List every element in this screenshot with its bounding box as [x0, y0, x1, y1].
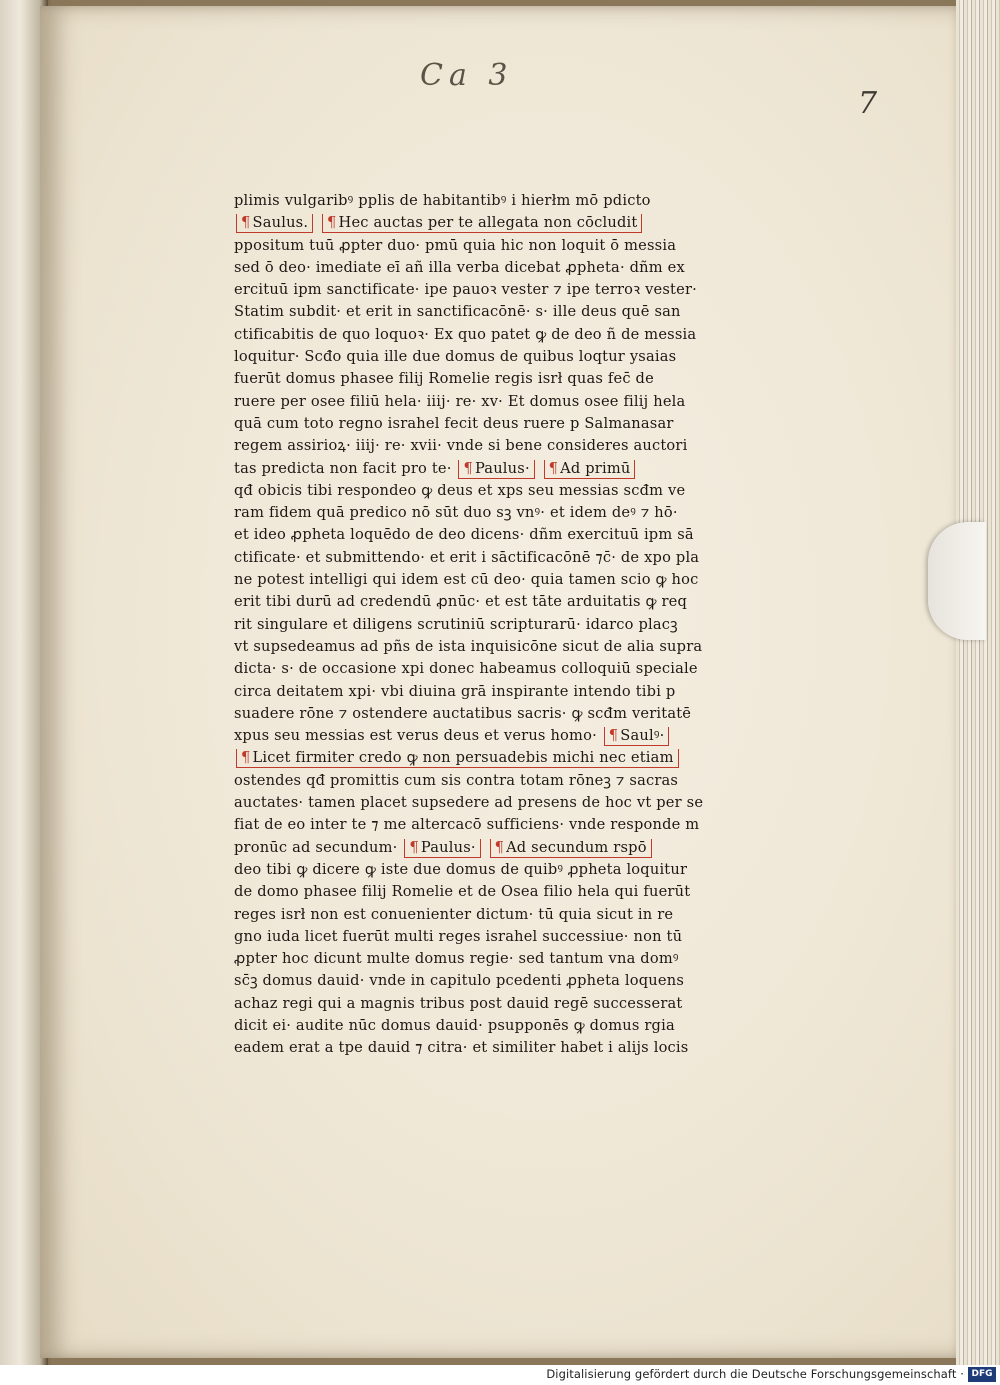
text-line: dicit ei· audite nūc domus dauid· psupponēs ꝙ domus rgia [234, 1016, 675, 1034]
text-line: de domo phasee filij Romelie et de Osea filio hela qui fuerūt [234, 883, 691, 901]
text-column [234, 190, 746, 1060]
text-line: rit singulare et diligens scrutiniū scripturarū· idarco placꝫ [234, 615, 678, 633]
funding-credit: Digitalisierung gefördert durch die Deutsche Forschungsgemeinschaft · [546, 1367, 964, 1381]
speaker-rubric: ¶ Saulꝰ· [604, 727, 670, 746]
text-line: regem assirioꝝ· iiij· re· xvii· vnde si bene consideres auctori [234, 437, 688, 455]
rubric-lead: ¶ Licet firmiter credo ꝙ non persuadebis michi nec etiam [236, 749, 679, 768]
rubric-lead: ¶ Ad primū [544, 460, 636, 479]
fold-tab [928, 522, 986, 640]
text-line [234, 747, 746, 769]
text-line: ctificate· et submittendo· et erit i sāctificacōnē ⁊c̄· de xpo pla [234, 548, 700, 566]
text-line: achaz regi qui a magnis tribus post dauid regē successerat [234, 994, 683, 1012]
text-line: dicta· s· de occasione xpi donec habeamus colloquiū speciale [234, 660, 698, 678]
text-line: fuerūt domus phasee filij Romelie regis isrł quas fec̄ de [234, 370, 654, 388]
speaker-rubric: ¶ Paulus· [458, 460, 534, 479]
text-line: plimis vulgaribꝰ pplis de habitantibꝰ i hierłm mō pdicto [234, 192, 651, 209]
text-line: fiat de eo inter te ⁊ me altercacō sufficiens· vnde responde m [234, 816, 700, 834]
folio-number: 7 [858, 86, 878, 121]
dfg-logo: DFG [968, 1367, 996, 1382]
text-line: sed ō deo· imediate eī añ illa verba dicebat ꝓpheta· dñm ex [234, 258, 685, 276]
text-line: auctates· tamen placet supsedere ad presens de hoc vt per se [234, 794, 704, 812]
text-line: pronūc ad secundum· ¶ Paulus· ¶ Ad secundum rspō [234, 837, 746, 859]
text-line: quā cum toto regno israhel fecit deus ruere p Salmanasar [234, 414, 674, 432]
text-line: erit tibi durū ad credendū ꝓnūc· et est tāte arduitatis ꝙ req [234, 593, 688, 611]
text-line: ram fidem quā predico nō sūt duo sꝫ vnꝰ· et idem deꝰ ⁊ hō· [234, 504, 678, 522]
text-line: ppositum tuū ꝓpter duo· pmū quia hic non loquit ō messia [234, 236, 677, 254]
text-line: loquitur· Scđo quia ille due domus de quibus loqtur ysaias [234, 348, 677, 366]
text-line: ne potest intelligi qui idem est cū deo· quia tamen scio ꝙ hoc [234, 571, 699, 589]
text-line: gno iuda licet fuerūt multi reges israhel successiue· non tū [234, 927, 683, 945]
text-line: eadem erat a tpe dauid ⁊ citra· et similiter habet i alijs locis [234, 1039, 689, 1057]
text-line: ostendes qđ promittis cum sis contra totam rōneꝫ ⁊ sacras [234, 771, 679, 789]
text-line: et ideo ꝓpheta loquēdo de deo dicens· dñm exercituū ipm sā [234, 526, 694, 544]
pencil-heading: Ca 3 [420, 58, 514, 93]
text-line: circa deitatem xpi· vbi diuina grā inspirante intendo tibi p [234, 682, 676, 700]
text-line: reges isrł non est conuenienter dictum· tū quia sicut in re [234, 905, 674, 923]
speaker-rubric: ¶ Saulus. [236, 214, 313, 233]
text-line [234, 212, 746, 234]
text-line: ercituū ipm sanctificate· ipe pauoꝛ vester ⁊ ipe terroꝛ vester· [234, 281, 697, 299]
text-line: ctificabitis de quo loquoꝛ· Ex quo patet ꝙ de deo ñ de messia [234, 325, 697, 343]
speaker-rubric: ¶ Paulus· [404, 839, 480, 858]
text-line: xpus seu messias est verus deus et verus homo· ¶ Saulꝰ· [234, 725, 746, 747]
text-line: vt supsedeamus ad pñs de ista inquisicōne sicut de alia supra [234, 637, 703, 655]
rubric-lead: ¶ Hec auctas per te allegata non cōcludit [322, 214, 642, 233]
rubric-lead: ¶ Ad secundum rspō [490, 839, 652, 858]
text-line: sc̄ꝫ domus dauid· vnde in capitulo pcedenti ꝓpheta loquens [234, 972, 685, 990]
text-line: deo tibi ꝙ dicere ꝙ iste due domus de quibꝰ ꝓpheta loquitur [234, 860, 688, 878]
text-line: ruere per osee filiū hela· iiij· re· xv· Et domus osee filij hela [234, 392, 686, 410]
text-line: qđ obicis tibi respondeo ꝙ deus et xps seu messias scđm ve [234, 481, 686, 499]
text-line: Statim subdit· et erit in sanctificacōnē· s· ille deus quē san [234, 303, 681, 321]
text-line: ꝓpter hoc dicunt multe domus regie· sed tantum vna domꝰ [234, 950, 679, 968]
text-line: suadere rōne ⁊ ostendere auctatibus sacris· ꝙ scđm veritatē [234, 704, 692, 722]
text-line: tas predicta non facit pro te· ¶ Paulus· ¶ Ad primū [234, 458, 746, 480]
footer-bar [0, 1365, 1000, 1385]
page-edges [956, 0, 1000, 1365]
